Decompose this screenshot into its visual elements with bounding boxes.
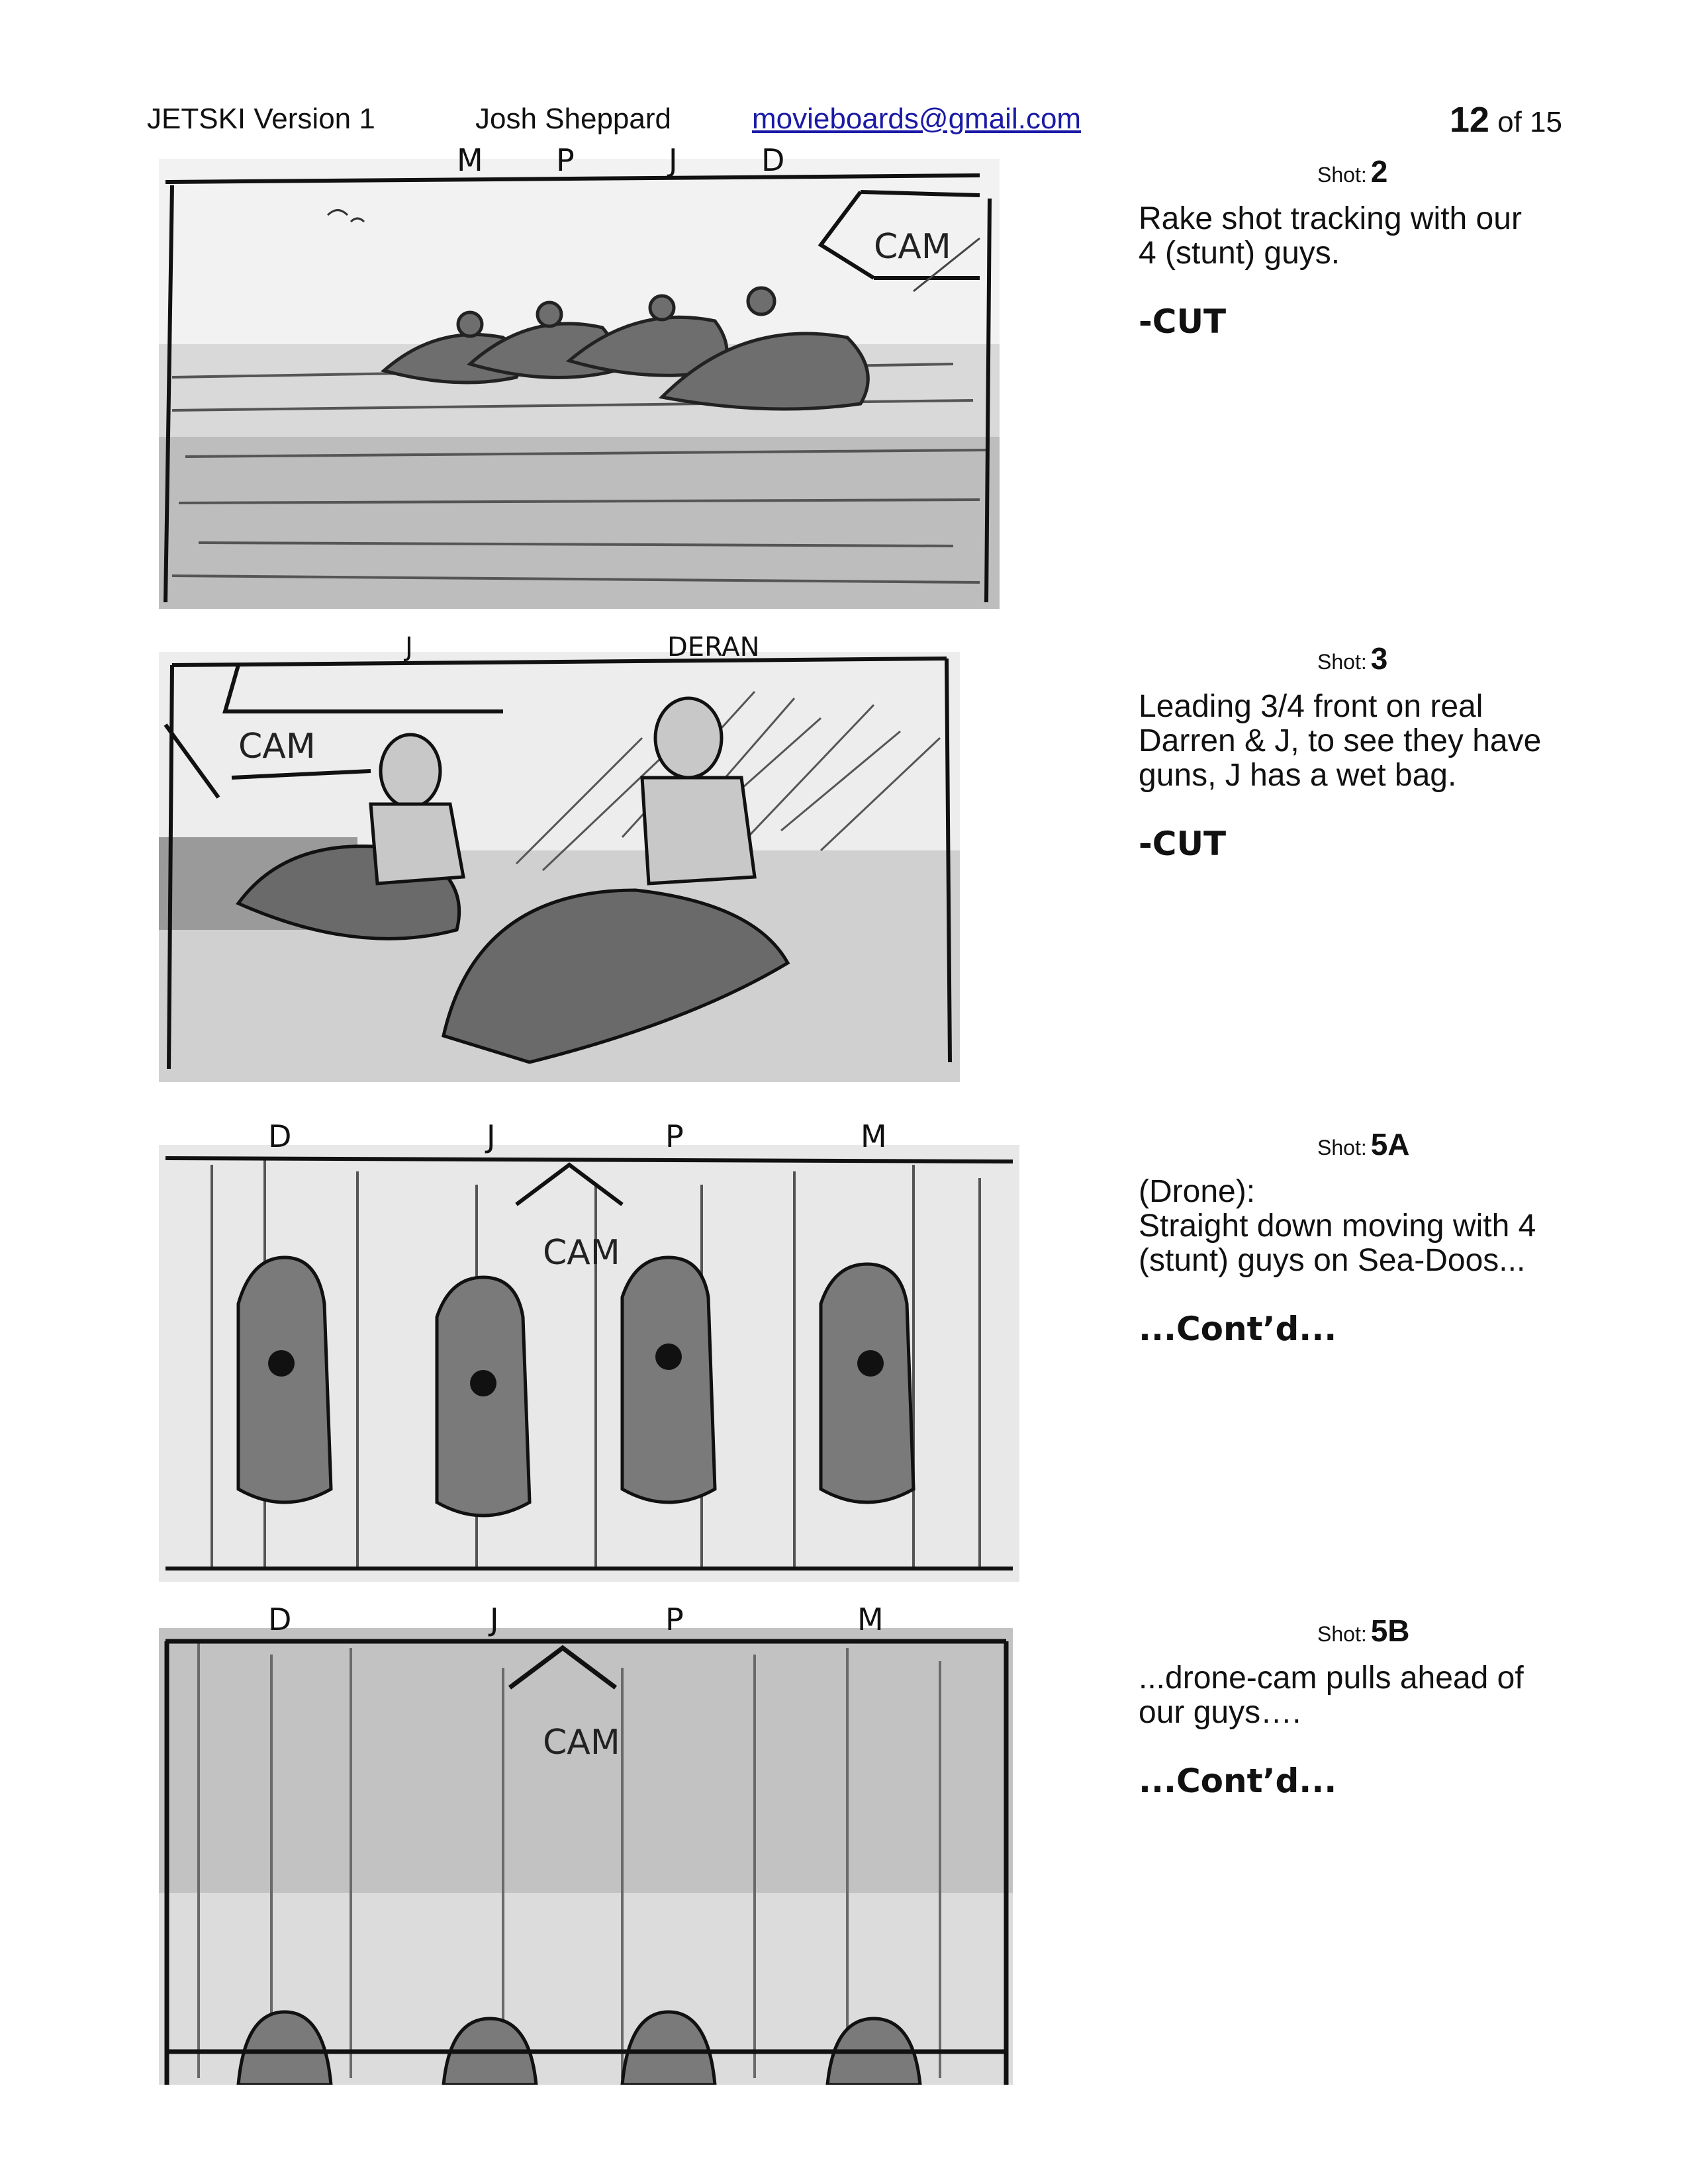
author-name: Josh Sheppard [475, 103, 671, 135]
panel-label-p: P [665, 1602, 684, 1637]
shot-id: 3 [1370, 641, 1388, 676]
shot-id: 5A [1370, 1127, 1410, 1161]
storyboard-panel-shot-3 [159, 652, 960, 1082]
shot-notes-3 [1139, 690, 1562, 863]
shot-description: Leading 3/4 front on real Darren & J, to see they have guns, J has a wet bag. [1139, 689, 1542, 793]
panel-label-p: P [665, 1118, 684, 1154]
panel-label-p: P [556, 142, 575, 178]
transition-tag: ...Cont’d... [1139, 1762, 1337, 1800]
panel-label-j: J [487, 1118, 496, 1154]
shot-description: (Drone): Straight down moving with 4 (stunt) guys on Sea-Doos... [1139, 1174, 1536, 1278]
panel-label-j: J [490, 1602, 499, 1637]
transition-tag: -CUT [1139, 302, 1227, 341]
storyboard-panel-shot-5b [159, 1628, 1013, 2085]
shot-notes-2 [1139, 202, 1562, 341]
cam-label: CAM [543, 1233, 620, 1273]
shot-number-5b [1317, 1613, 1410, 1649]
shot-number-3 [1317, 641, 1387, 676]
panel-label-j: J [669, 142, 678, 178]
cam-label: CAM [874, 227, 951, 267]
page-number: 12 [1449, 100, 1489, 140]
shot-notes-5a [1139, 1175, 1562, 1348]
page-indicator [1450, 99, 1562, 140]
shot-number-2 [1317, 154, 1387, 189]
email-link[interactable]: movieboards@gmail.com [752, 103, 1082, 135]
storyboard-panel-shot-2 [159, 159, 1000, 609]
panel-label-d: D [268, 1602, 292, 1637]
page-total: of 15 [1497, 106, 1562, 138]
cam-label: CAM [543, 1723, 620, 1762]
panel-label-deran: DERAN [667, 632, 760, 662]
storyboard-panel-shot-5a [159, 1145, 1019, 1582]
panel-label-d: D [268, 1118, 292, 1154]
panel-label-j: J [405, 632, 413, 662]
transition-tag: ...Cont’d... [1139, 1310, 1337, 1348]
shot-description: Rake shot tracking with our 4 (stunt) guys. [1139, 201, 1522, 271]
doc-title: JETSKI Version 1 [147, 103, 375, 135]
shot-label: Shot: [1317, 163, 1367, 187]
shot-description: ...drone-cam pulls ahead of our guys…. [1139, 1661, 1524, 1730]
panel-label-m: M [457, 142, 483, 178]
shot-id: 5B [1370, 1614, 1410, 1648]
shot-notes-5b [1139, 1661, 1562, 1800]
shot-label: Shot: [1317, 1136, 1367, 1160]
panel-label-m: M [861, 1118, 887, 1154]
shot-label: Shot: [1317, 1622, 1367, 1646]
cam-label: CAM [238, 727, 316, 766]
shot-label: Shot: [1317, 650, 1367, 674]
shot-id: 2 [1370, 154, 1388, 189]
panel-label-d: D [761, 142, 785, 178]
transition-tag: -CUT [1139, 825, 1227, 863]
shot-number-5a [1317, 1126, 1410, 1162]
panel-label-m: M [857, 1602, 884, 1637]
